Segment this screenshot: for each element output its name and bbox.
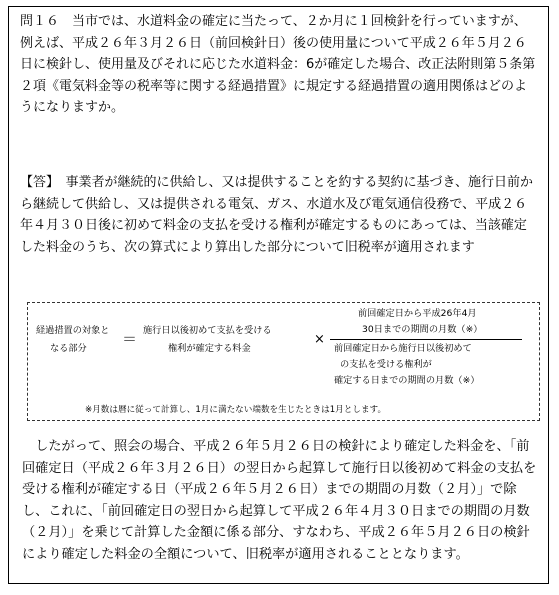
formula-denominator-line2: の支払を受ける権利が <box>340 359 432 370</box>
answer-paragraph: 【答】 事業者が継続的に供給し、又は提供することを約する契約に基づき、施行日前から継続して供給し、又は提供される電気、ガス、水道水及び電気通信役務で、平成２６年４月３０日後に初めて料金の支払を受ける権利が確定するものにあっては、当該確定した料金のうち、次の算式により算出した部分について旧税率が適用されます <box>20 175 533 255</box>
formula-numerator-line2: 30日までの期間の月数（※） <box>362 324 483 335</box>
formula-numerator-line1: 前回確定日から平成26年4月 <box>358 308 477 319</box>
formula-term-line2: 権利が確定する料金 <box>168 343 251 354</box>
question-paragraph: 問１６ 当市では、水道料金の確定に当たって、２か月に１回検針を行っていますが、例えば、平成２６年３月２６日（前回検針日）後の使用量について平成２６年５月２６日に検針し、使用量及びそれに応じた水道料金：6が確定した場合、改正法附則第５条第２項《電気料金等の税率等に関する経過措置》に規定する経過措置の適用関係はどのようになりますか。 <box>20 14 536 115</box>
times-sign: × <box>314 332 325 347</box>
formula-note: ※月数は暦に従って計算し、1月に満たない端数を生じたときは1月とします。 <box>85 405 387 415</box>
formula-denominator-line1: 前回確定日から施行日以後初めて <box>334 343 472 354</box>
formula-left-line1: 経過措置の対象と <box>36 325 110 336</box>
formula-term-line1: 施行日以後初めて支払を受ける <box>143 325 272 336</box>
formula-denominator-line3: 確定する日までの期間の月数（※） <box>334 375 480 386</box>
conclusion-paragraph: したがって、照会の場合、平成２６年５月２６日の検針により確定した料金を、「前回確定日（平成２６年３月２６日）の翌日から起算して施行日以後初めて料金の支払を受ける権利が確定する日（平成２６年５月２６日）までの期間の月数（２月）」で除し、これに、「前回確定日の翌日から起算して平成２６年４月３０日までの期間の月数（２月）」を乗じて計算した金額に係る部分、すなわち、平成２６年５月２６日の検針により確定した料金の全額について、旧税率が適用されることとなります。 <box>22 439 537 562</box>
formula-left-line2: なる部分 <box>50 343 87 354</box>
fraction-bar <box>330 339 522 340</box>
equals-sign: ＝ <box>122 330 138 348</box>
